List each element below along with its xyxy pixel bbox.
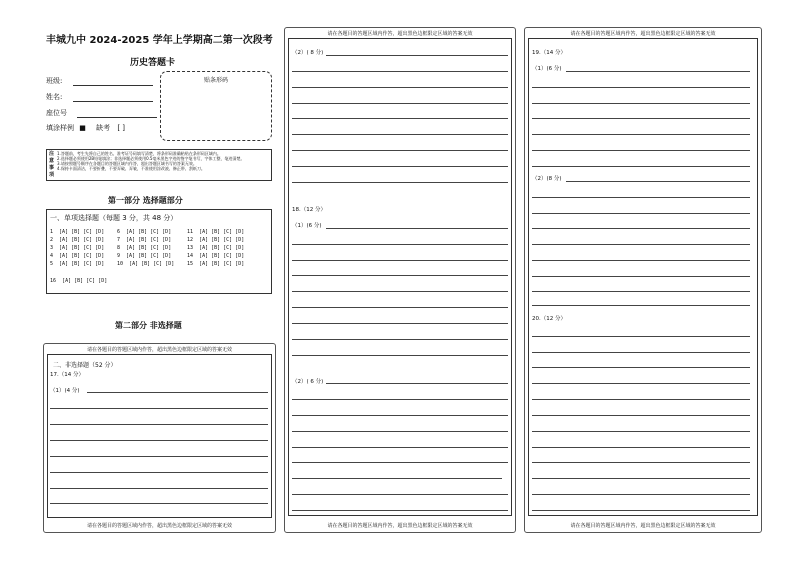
answer-line[interactable]: [292, 71, 508, 72]
answer-line[interactable]: [87, 392, 268, 393]
answer-line[interactable]: [292, 462, 508, 463]
class-input-line[interactable]: [73, 78, 153, 86]
mc-question-15[interactable]: 15 [A] [B] [C] [D]: [187, 261, 245, 267]
answer-line[interactable]: [532, 260, 750, 261]
answer-area-col1: [47, 354, 272, 518]
answer-line[interactable]: [532, 399, 750, 400]
fill-example-mark: ■: [79, 124, 86, 132]
seat-input-line[interactable]: [77, 110, 157, 118]
part1-heading: 第一部分 选择题部分: [108, 196, 183, 205]
answer-line[interactable]: [292, 431, 508, 432]
answer-line[interactable]: [292, 150, 508, 151]
answer-line[interactable]: [532, 305, 750, 306]
answer-line[interactable]: [292, 447, 508, 448]
panel-warning-top-col1: 请在各题目的答题区域内作答，超出黑色边框限定区域的答案无效: [86, 347, 232, 353]
q17-label: 17.（14 分）: [50, 372, 84, 378]
mc-question-16[interactable]: 16 [A] [B] [C] [D]: [50, 278, 108, 284]
q17-1-label: （1）(4 分): [50, 388, 80, 394]
answer-line[interactable]: [532, 150, 750, 151]
seat-field[interactable]: [46, 108, 157, 118]
answer-line[interactable]: [532, 336, 750, 337]
seat-label: 座位号: [46, 109, 67, 117]
q19-2-label: （2）(8 分): [532, 176, 562, 182]
answer-line[interactable]: [532, 213, 750, 214]
multiple-choice-box: [46, 209, 272, 294]
answer-line[interactable]: [292, 118, 508, 119]
answer-line[interactable]: [292, 339, 508, 340]
answer-line[interactable]: [566, 71, 750, 72]
answer-line[interactable]: [566, 181, 750, 182]
answer-line[interactable]: [50, 456, 268, 457]
q20-label: 20.（12 分）: [532, 316, 566, 322]
answer-line[interactable]: [532, 244, 750, 245]
mc-title: 一、单项选择题（每题 3 分，共 48 分）: [50, 214, 178, 222]
panel-warning-top-col3: 请在各题目的答题区域内作答，超出黑色边框限定区域的答案无效: [570, 31, 716, 37]
answer-line[interactable]: [532, 462, 750, 463]
answer-line[interactable]: [532, 87, 750, 88]
barcode-label: 贴条形码: [203, 77, 228, 84]
absent-label: 缺考: [96, 124, 111, 132]
barcode-area: [160, 71, 272, 141]
answer-line[interactable]: [50, 424, 268, 425]
answer-line[interactable]: [292, 323, 508, 324]
answer-line[interactable]: [532, 134, 750, 135]
answer-line[interactable]: [532, 197, 750, 198]
answer-line[interactable]: [292, 182, 508, 183]
answer-line[interactable]: [50, 472, 268, 473]
answer-line[interactable]: [532, 510, 750, 511]
notes-box: [46, 149, 272, 181]
answer-line[interactable]: [50, 503, 268, 504]
answer-line[interactable]: [532, 352, 750, 353]
part2-heading: 第二部分 非选择题: [115, 321, 182, 330]
answer-line[interactable]: [292, 478, 502, 479]
answer-line[interactable]: [292, 134, 508, 135]
answer-line[interactable]: [292, 355, 508, 356]
answer-line[interactable]: [326, 55, 508, 56]
mc-question-10[interactable]: 10 [A] [B] [C] [D]: [117, 261, 175, 267]
section2-title: 二、非选择题（52 分）: [53, 362, 117, 369]
answer-line[interactable]: [292, 494, 508, 495]
mc-question-6[interactable]: 6 [A] [B] [C] [D]: [117, 229, 172, 235]
answer-line[interactable]: [532, 367, 750, 368]
answer-line[interactable]: [532, 276, 750, 277]
page-title: 丰城九中 2024-2025 学年上学期高二第一次段考: [46, 35, 273, 46]
notes-text: 1.答题前，考生先将自己的姓名、准考证号码填写清楚，将条形码准确粘贴在条形码区域内。 2.选择题必须使用2B铅笔填涂；非选择题必须使用0.5毫米黑色字迹的签字笔书写，字体工整，笔迹清楚。 3.请按照题号顺序在各题目的答题区域内作答，超出答题区域书写的答案无效。 4.保持卡面清洁，不要折叠，不要弄破、弄皱，不准使用涂改液、修正带、刮纸刀。: [57, 151, 245, 171]
mc-question-12[interactable]: 12 [A] [B] [C] [D]: [187, 237, 245, 243]
answer-area-col3: [528, 38, 758, 516]
answer-area-col2: [288, 38, 512, 516]
answer-line[interactable]: [292, 399, 508, 400]
panel-warning-bottom-col3: 请在各题目的答题区域内作答，超出黑色边框限定区域的答案无效: [570, 523, 716, 529]
answer-line[interactable]: [292, 275, 508, 276]
notes-label: 注 意 事 项: [48, 151, 54, 178]
panel-warning-top-col2: 请在各题目的答题区域内作答，超出黑色边框限定区域的答案无效: [327, 31, 473, 37]
answer-line[interactable]: [532, 431, 750, 432]
answer-line[interactable]: [50, 408, 268, 409]
panel-warning-bottom-col2: 请在各题目的答题区域内作答，超出黑色边框限定区域的答案无效: [327, 523, 473, 529]
mc-question-8[interactable]: 8 [A] [B] [C] [D]: [117, 245, 172, 251]
mc-question-7[interactable]: 7 [A] [B] [C] [D]: [117, 237, 172, 243]
class-label: 班级:: [46, 77, 63, 85]
answer-line[interactable]: [50, 440, 268, 441]
mc-question-13[interactable]: 13 [A] [B] [C] [D]: [187, 245, 245, 251]
answer-line[interactable]: [532, 166, 750, 167]
fill-example-label: 填涂样例: [46, 124, 74, 132]
answer-line[interactable]: [292, 415, 508, 416]
name-field[interactable]: [46, 92, 153, 102]
answer-line[interactable]: [326, 383, 508, 384]
answer-line[interactable]: [532, 415, 750, 416]
name-input-line[interactable]: [73, 94, 153, 102]
answer-line[interactable]: [292, 244, 508, 245]
mc-question-9[interactable]: 9 [A] [B] [C] [D]: [117, 253, 172, 259]
answer-line[interactable]: [292, 510, 508, 511]
name-label: 姓名:: [46, 93, 63, 101]
mc-question-14[interactable]: 14 [A] [B] [C] [D]: [187, 253, 245, 259]
class-field[interactable]: [46, 76, 153, 86]
mc-question-4[interactable]: 4 [A] [B] [C] [D]: [50, 253, 105, 259]
answer-line[interactable]: [292, 87, 508, 88]
q18-2-label: （2）( 6 分): [292, 379, 324, 385]
answer-line[interactable]: [532, 291, 750, 292]
q18-1-label: （1）(6 分): [292, 223, 322, 229]
panel-warning-bottom-col1: 请在各题目的答题区域内作答，超出黑色边框限定区域的答案无效: [86, 523, 232, 529]
mc-question-2[interactable]: 2 [A] [B] [C] [D]: [50, 237, 105, 243]
answer-line[interactable]: [292, 103, 508, 104]
answer-line[interactable]: [326, 228, 508, 229]
answer-line[interactable]: [50, 488, 268, 489]
answer-line[interactable]: [532, 228, 750, 229]
answer-line[interactable]: [532, 103, 750, 104]
page-subtitle: 历史答题卡: [130, 58, 176, 68]
q17-2-label: （2）( 8 分): [292, 50, 324, 56]
answer-line[interactable]: [532, 383, 750, 384]
answer-line[interactable]: [532, 118, 750, 119]
absent-checkbox[interactable]: [ ]: [117, 124, 126, 132]
answer-line[interactable]: [532, 494, 750, 495]
mc-question-5[interactable]: 5 [A] [B] [C] [D]: [50, 261, 105, 267]
q19-label: 19.（14 分）: [532, 50, 566, 56]
answer-line[interactable]: [532, 478, 750, 479]
mc-question-11[interactable]: 11 [A] [B] [C] [D]: [187, 229, 245, 235]
fill-example-row: [46, 123, 125, 133]
answer-line[interactable]: [532, 447, 750, 448]
mc-question-1[interactable]: 1 [A] [B] [C] [D]: [50, 229, 105, 235]
answer-line[interactable]: [292, 307, 508, 308]
answer-line[interactable]: [292, 166, 508, 167]
q18-label: 18.（12 分）: [292, 207, 326, 213]
answer-line[interactable]: [292, 291, 508, 292]
q19-1-label: （1）(6 分): [532, 66, 562, 72]
answer-line[interactable]: [292, 260, 508, 261]
mc-question-3[interactable]: 3 [A] [B] [C] [D]: [50, 245, 105, 251]
